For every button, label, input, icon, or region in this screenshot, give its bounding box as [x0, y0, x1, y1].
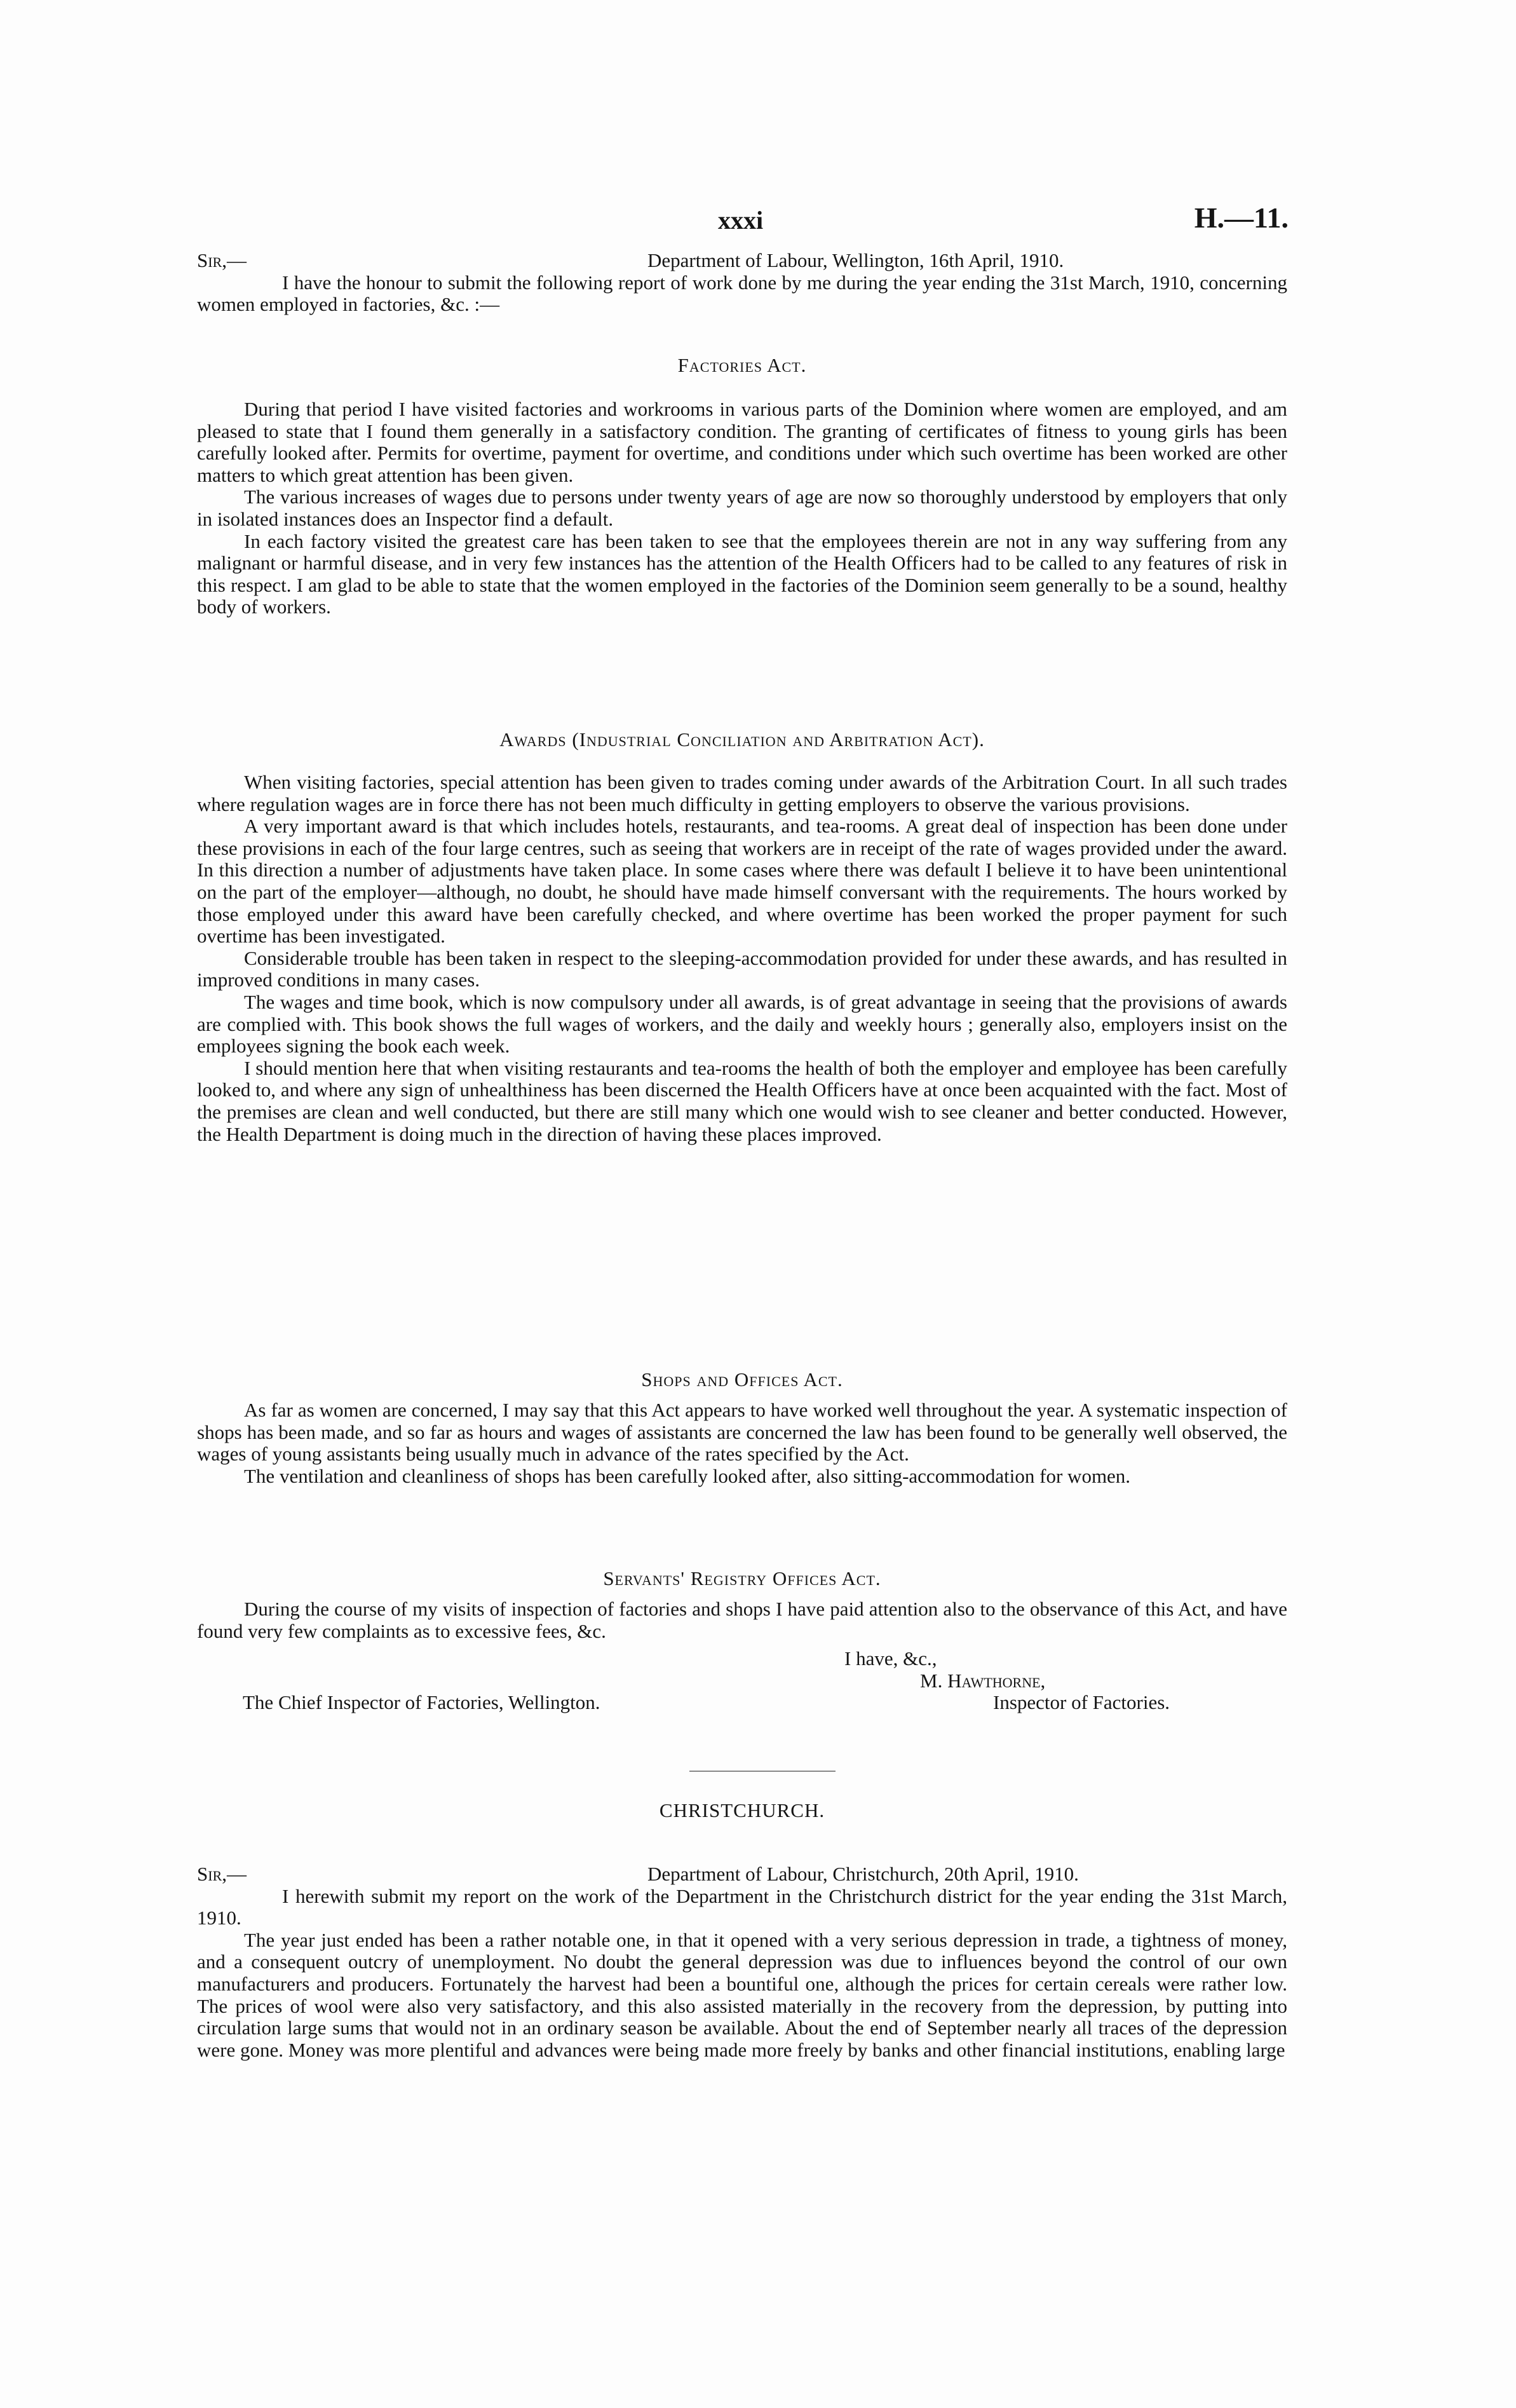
signatory: M. Hawthorne, [920, 1669, 1046, 1692]
paragraph: The ventilation and cleanliness of shops has been carefully looked after, also sitting-accommodation for women. [244, 1464, 1131, 1487]
page-number: xxxi [718, 206, 764, 235]
section-heading-servants: Servants' Registry Offices Act. [603, 1567, 881, 1589]
wellington-letter-opening [197, 250, 1287, 316]
salutation: Sir,— [197, 249, 247, 271]
salutation: Sir,— [197, 1863, 247, 1885]
closing: I have, &c., [844, 1647, 937, 1670]
section-servants [197, 1598, 1287, 1642]
section-heading-awards: Awards (Industrial Conciliation and Arbitration Act). [499, 728, 985, 751]
paragraph: During that period I have visited factories and workrooms in various parts of the Dominion where women are employed, and am pleased to state that I found them generally in a satisfactory condition. The granting of certificates of fitness to young girls has been carefully looked after. Permits for overtime, payment for overtime, and conditions under which such overtime has been worked are other matters to which great attention has been given. [197, 398, 1287, 486]
dateline: Department of Labour, Christchurch, 20th April, 1910. [647, 1863, 1079, 1885]
paragraph: A very important award is that which includes hotels, restaurants, and tea-rooms. A great deal of inspection has been done under these provisions in each of the four large centres, such as seeing that workers are in receipt of the rate of wages provided under the award. In this direction a number of adjustments have taken place. In some cases where there was default I believe it to have been unintentional on the part of the employer—although, no doubt, he should have made himself conversant with the requirements. The hours worked by those employed under this award have been carefully checked, and where overtime has been worked the proper payment for such overtime has been investigated. [197, 815, 1287, 948]
christchurch-letter [197, 1863, 1287, 2061]
series-number: H.—11. [1194, 201, 1289, 234]
section-heading-shops: Shops and Offices Act. [641, 1368, 843, 1391]
dateline: Department of Labour, Wellington, 16th April, 1910. [647, 249, 1064, 271]
section-shops [197, 1399, 1287, 1487]
christchurch-heading: CHRISTCHURCH. [659, 1799, 825, 1821]
paragraph: During the course of my visits of inspection of factories and shops I have paid attention also to the observance of this Act, and have found very few complaints as to excessive fees, &c. [197, 1598, 1287, 1642]
section-awards [197, 772, 1287, 1145]
paragraph: Considerable trouble has been taken in respect to the sleeping-accommodation provided for under these awards, and has resulted in improved conditions in many cases. [197, 946, 1287, 991]
intro-paragraph: I have the honour to submit the following report of work done by me during the year ending the 31st March, 1910, concerning women employed in factories, &c. :— [197, 271, 1287, 316]
paragraph: The various increases of wages due to persons under twenty years of age are now so thoroughly understood by employers that only in isolated instances does an Inspector find a default. [197, 486, 1287, 530]
signature-block [197, 1648, 1287, 1714]
signatory-title: Inspector of Factories. [993, 1691, 1170, 1714]
paragraph: As far as women are concerned, I may say that this Act appears to have worked well throughout the year. A systematic inspection of shops has been made, and so far as hours and wages of assistants are concerned the law has been found to be generally well observed, the wages of young assistants being usually much in advance of the rates specified by the Act. [197, 1399, 1287, 1466]
paragraph: I should mention here that when visiting restaurants and tea-rooms the health of both the employer and employee has been carefully looked to, and where any sign of unhealthiness has been discerned the Health Officers have at once been acquainted with the fact. Most of the premises are clean and well conducted, but there are still many which one would wish to see cleaner and better conducted. However, the Health Department is doing much in the direction of having these places improved. [197, 1056, 1287, 1145]
section-factories [197, 398, 1287, 618]
paragraph: The wages and time book, which is now compulsory under all awards, is of great advantage in seeing that the provisions of awards are complied with. This book shows the full wages of workers, and the daily and weekly hours ; generally also, employers insist on the employees signing the book each week. [197, 990, 1287, 1058]
paragraph: In each factory visited the greatest care has been taken to see that the employees therein are not in any way suffering from any malignant or harmful disease, and in very few instances has the attention of the Health Officers had to be called to any features of risk in this respect. I am glad to be able to state that the women employed in the factories of the Dominion seem generally to be a sound, healthy body of workers. [197, 529, 1287, 618]
section-divider [689, 1771, 836, 1772]
intro-paragraph: I herewith submit my report on the work of the Department in the Christchurch district for the year ending the 31st March, 1910. [197, 1884, 1287, 1929]
paragraph: When visiting factories, special attention has been given to trades coming under awards of the Arbitration Court. In all such trades where regulation wages are in force there has not been much difficulty in getting employers to observe the various provisions. [197, 771, 1287, 815]
section-heading-factories: Factories Act. [677, 354, 807, 376]
paragraph: The year just ended has been a rather notable one, in that it opened with a very serious depression in trade, a tightness of money, and a consequent outcry of unemployment. No doubt the general depression was due to influences beyond the control of our own manufacturers and producers. Fortunately the harvest had been a bountiful one, although the prices for certain cereals were rather low. The prices of wool were also very satisfactory, and this also assisted materially in the recovery from the depression, by putting into circulation large sums that would not in an ordinary season be available. About the end of September nearly all traces of the depression were gone. Money was more plentiful and advances were being made more freely by banks and other financial institutions, enabling large [197, 1928, 1287, 2061]
addressee: The Chief Inspector of Factories, Wellington. [243, 1691, 600, 1714]
